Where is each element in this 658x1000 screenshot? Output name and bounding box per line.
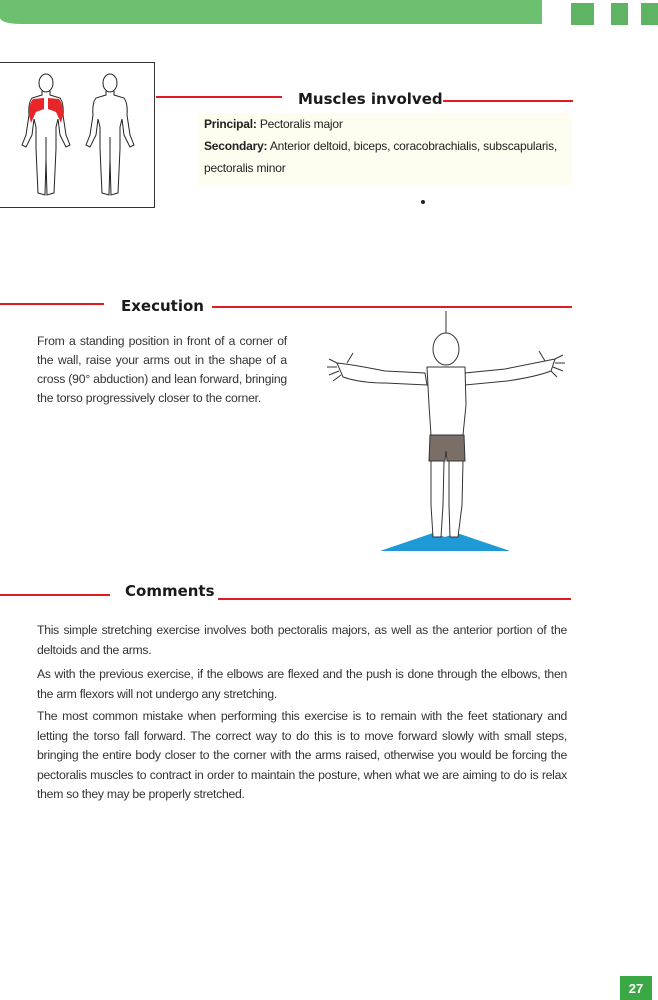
header-green-block: [611, 3, 628, 25]
section-rule: [0, 594, 110, 596]
header-green-bar: [0, 0, 542, 24]
page-number: 27: [620, 976, 652, 1000]
bullet-dot: [421, 200, 425, 204]
comments-heading: Comments: [125, 582, 215, 600]
body-outline-icon: [0, 63, 154, 207]
section-rule: [218, 598, 571, 600]
muscles-heading: Muscles involved: [298, 90, 443, 108]
secondary-line-continued: pectoralis minor: [204, 161, 286, 175]
header-green-block: [571, 3, 594, 25]
secondary-value: Anterior deltoid, biceps, coracobrachialis, subscapularis,: [269, 139, 558, 153]
principal-line: [204, 117, 343, 131]
floor-marker-icon: [380, 533, 510, 551]
header-green-block: [641, 3, 658, 25]
secondary-line: [204, 139, 557, 153]
execution-heading: Execution: [121, 297, 204, 315]
comment-paragraph: This simple stretching exercise involves both pectoralis majors, as well as the anterior portion of the deltoids and the arms.: [37, 623, 567, 657]
anatomy-figure: [0, 62, 155, 208]
comment-paragraph: The most common mistake when performing this exercise is to remain with the feet stationary and letting the torso fall forward. The correct way to do this is to move forward slowly with small steps, bringing the entire body closer to the corner with the arms raised, otherwise you would be forcing the pectoralis muscles to contract in order to maintain the posture, when what we are aiming to do is relax them so they may be properly stretched.: [37, 709, 567, 801]
principal-label: Principal:: [204, 117, 257, 131]
principal-value: Pectoralis major: [259, 117, 343, 131]
exercise-illustration: [325, 305, 575, 555]
section-rule: [443, 100, 573, 102]
execution-text: From a standing position in front of a corner of the wall, raise your arms out in the shape of a cross (90° abduction) and lean forward, bringing the torso progressively closer to the corner.: [37, 334, 288, 405]
comment-paragraph: As with the previous exercise, if the elbows are flexed and the push is done through the elbows, then the arm flexors will not undergo any stretching.: [37, 667, 567, 701]
section-rule: [156, 96, 282, 98]
secondary-label: Secondary:: [204, 139, 268, 153]
section-rule: [0, 303, 104, 305]
